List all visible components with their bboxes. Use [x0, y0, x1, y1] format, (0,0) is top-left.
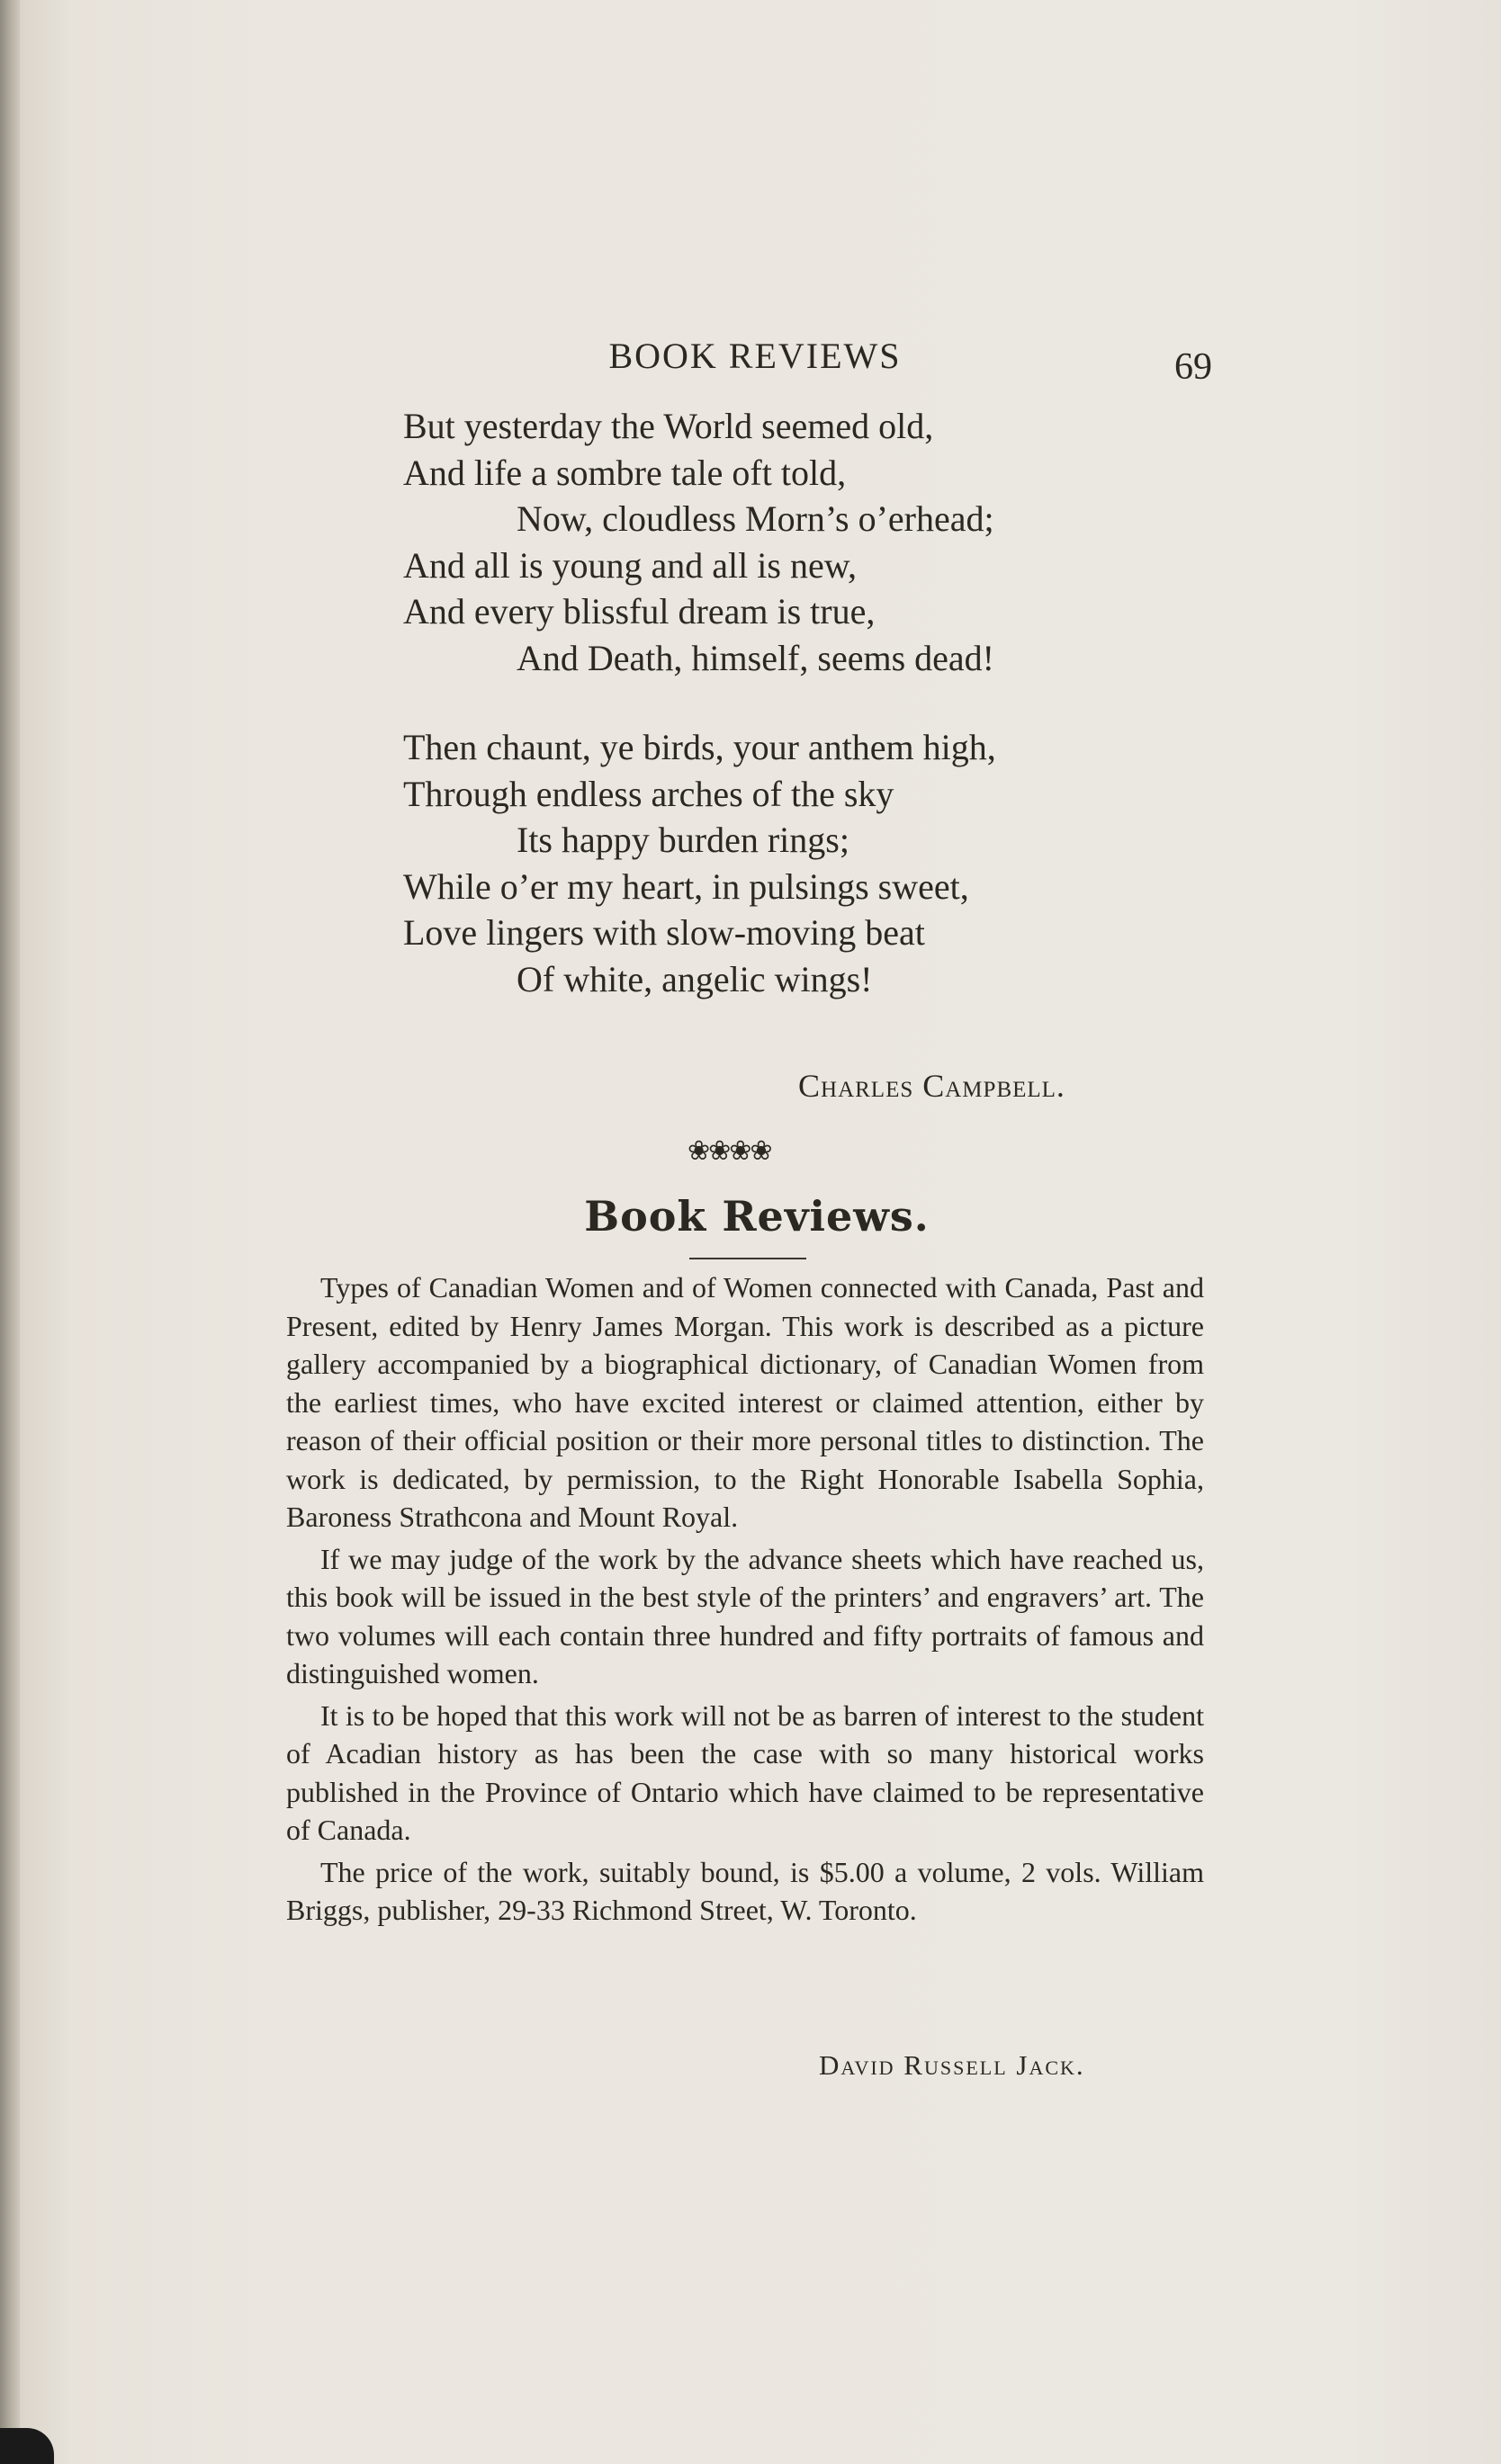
- poem-line: But yesterday the World seemed old,: [403, 406, 934, 446]
- review-author: David Russell Jack.: [819, 2049, 1085, 2081]
- poem-stanza: [403, 403, 1213, 681]
- review-paragraph: It is to be hoped that this work will not be as barren of interest to the student of Acadian history as has been the case with so many historical works published in the Province of Ontario which have claimed to be representative of Canada.: [286, 1698, 1204, 1846]
- poem-line: While o’er my heart, in pulsings sweet,: [403, 865, 969, 907]
- poem-stanza: [403, 724, 1213, 1002]
- poem-line: And life a sombre tale oft told,: [403, 452, 847, 493]
- review-body: [286, 1268, 1204, 1930]
- floral-ornament-icon: ❀❀❀❀: [688, 1136, 771, 1166]
- scan-shadow: [0, 2428, 54, 2464]
- poem-line: And all is young and all is new,: [403, 544, 858, 586]
- poem-line: Its happy burden rings;: [517, 820, 849, 860]
- poem-line: Through endless arches of the sky: [403, 773, 894, 814]
- title-rule: [689, 1258, 806, 1259]
- section-title: Book Reviews.: [584, 1192, 930, 1241]
- poem-line: And Death, himself, seems dead!: [517, 637, 994, 678]
- poem-line: Love lingers with slow-moving beat: [403, 912, 925, 953]
- poem-line: Now, cloudless Morn’s o’erhead;: [517, 498, 994, 539]
- review-paragraph: The price of the work, suitably bound, is $5.00 a volume, 2 vols. William Briggs, publisher, 29-33 Richmond Street, W. Toronto.: [286, 1855, 1204, 1926]
- running-title: BOOK REVIEWS: [608, 336, 902, 376]
- review-paragraph: If we may judge of the work by the advance sheets which have reached us, this book will be issued in the best style of the printers’ and engravers’ art. The two volumes will each contain three hundred and fifty portraits of famous and distinguished women.: [286, 1542, 1204, 1689]
- poem: [403, 403, 1213, 1002]
- poem-line: And every blissful dream is true,: [403, 591, 876, 632]
- review-paragraph: Types of Canadian Women and of Women connected with Canada, Past and Present, edited by Henry James Morgan. This work is described as a picture gallery accompanied by a biographical dictionary, of Canadian Women from the earliest times, who have excited interest or claimed attention, either by reason of their official position or their more personal titles to distinction. The work is dedicated, by permission, to the Right Honorable Isabella Sophia, Baroness Strathcona and Mount Royal.: [286, 1271, 1204, 1533]
- poem-author: Charles Campbell.: [798, 1068, 1065, 1104]
- poem-line: Of white, angelic wings!: [517, 958, 873, 999]
- page-number: 69: [1174, 346, 1212, 388]
- poem-line: Then chaunt, ye birds, your anthem high,: [403, 727, 996, 767]
